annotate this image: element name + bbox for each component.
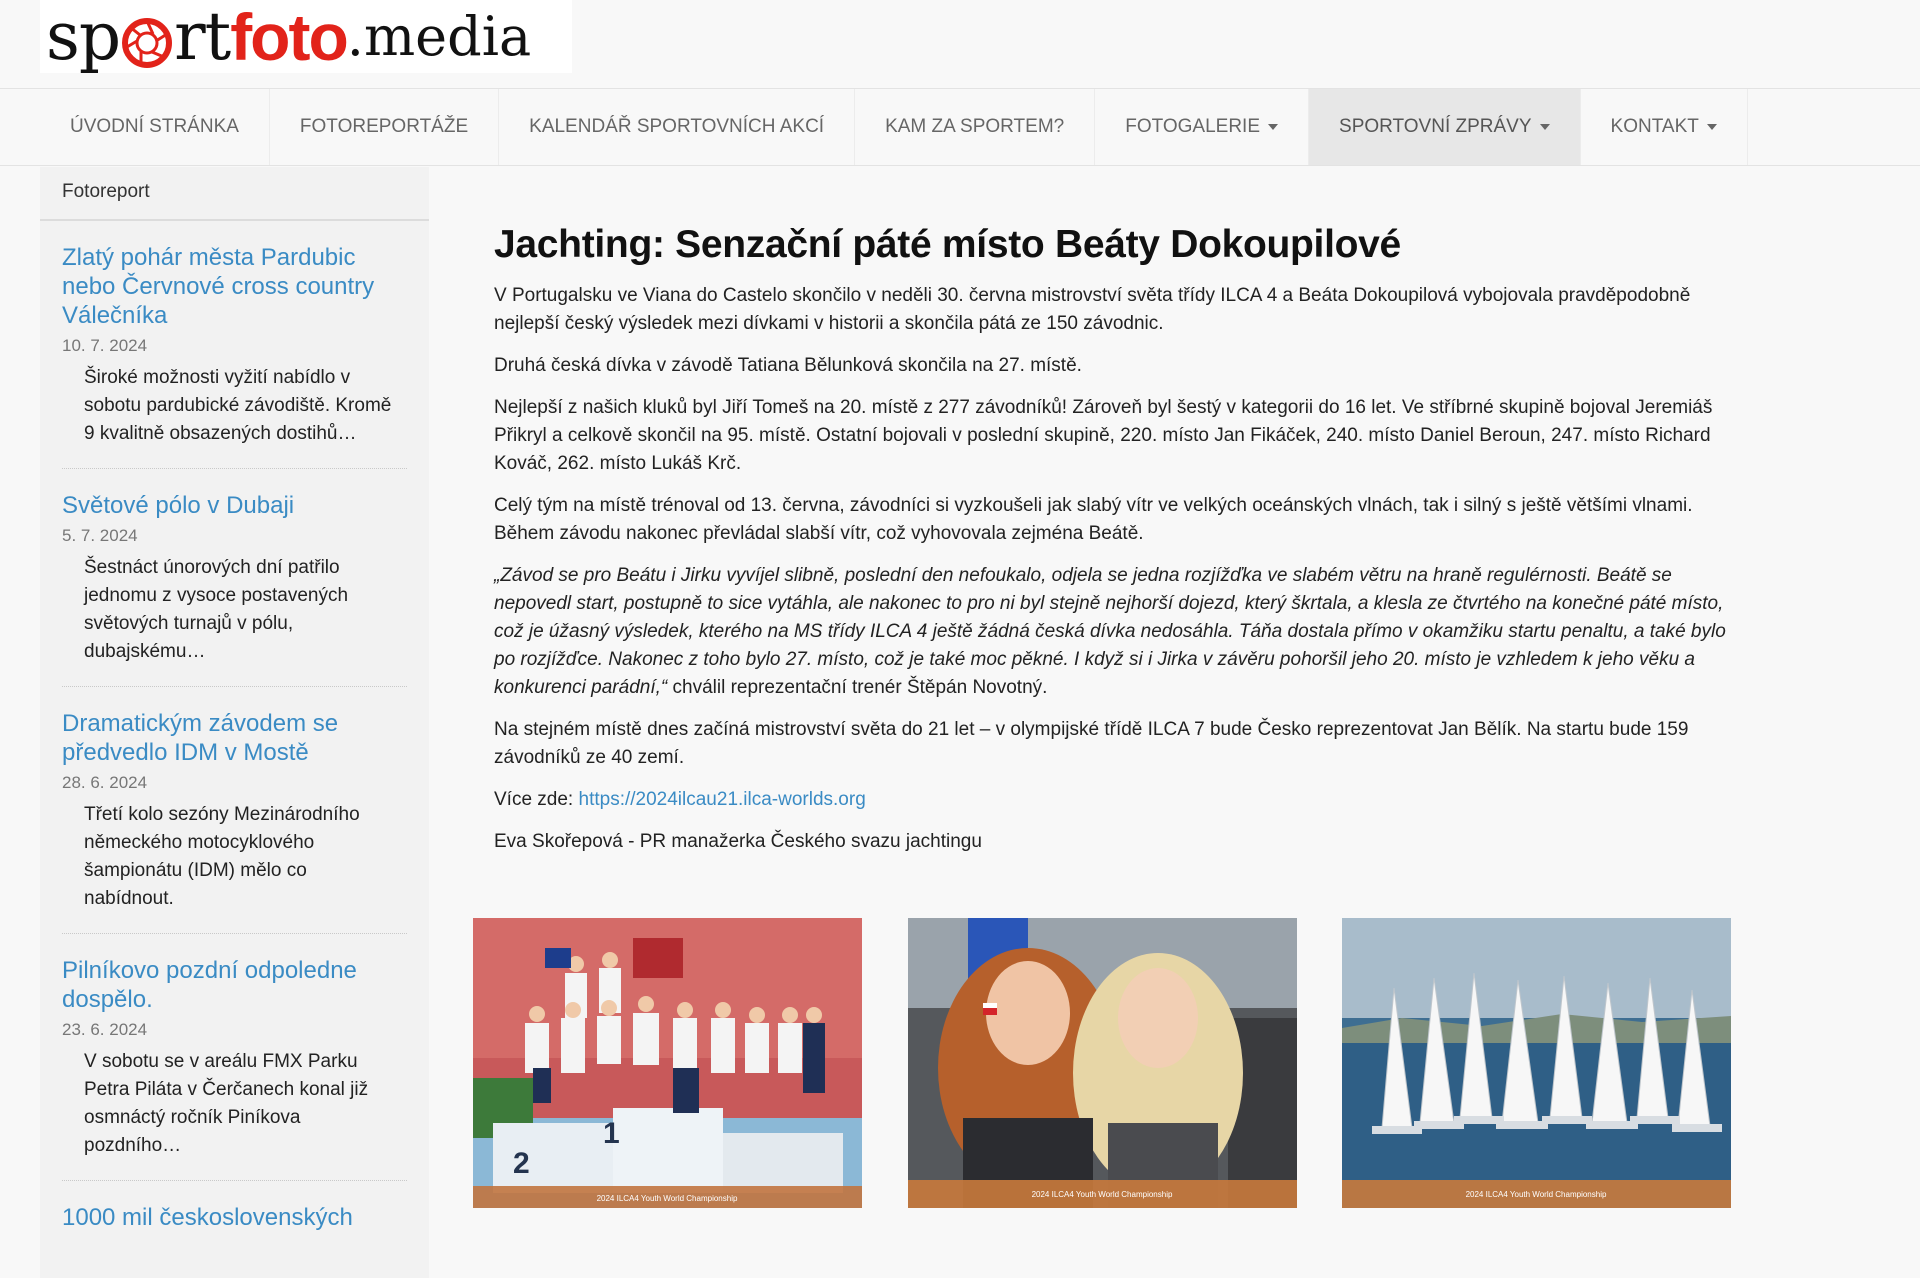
nav-item-label: FOTOGALERIE (1125, 116, 1261, 137)
sidebar-heading: Fotoreport (40, 167, 429, 221)
podium-number-2: 2 (513, 1147, 530, 1180)
caret-down-icon (1707, 124, 1717, 130)
nav-item-home[interactable] (40, 89, 270, 165)
news-title-link[interactable]: Zlatý pohár města Pardubic nebo Červnové cross country Válečníka (62, 244, 375, 329)
more-info-paragraph (494, 786, 1726, 814)
nav-item-where-to-sport[interactable] (855, 89, 1095, 165)
news-title-link[interactable]: Světové pólo v Dubaji (62, 492, 295, 519)
nav-item-label: KONTAKT (1610, 116, 1699, 137)
caret-down-icon (1540, 124, 1550, 130)
photo-caption: 2024 ILCA4 Youth World Championship (1465, 1190, 1607, 1199)
article (494, 222, 1726, 870)
logo-text-media: .media (346, 4, 532, 68)
nav-item-calendar[interactable] (499, 89, 855, 165)
news-excerpt: Šestnáct únorových dní patřilo jednomu z vysoce postavených světových turnajů v pólu, dubajskému… (84, 557, 349, 662)
news-title-link[interactable]: Dramatickým závodem se předvedlo IDM v Mostě (62, 710, 339, 766)
more-info-label: Více zde: (494, 789, 579, 810)
nav-item-label: KAM ZA SPORTEM? (885, 116, 1065, 137)
news-excerpt: Široké možnosti vyžití nabídlo v sobotu pardubické závodiště. Kromě 9 kvalitně obsazených dostihů… (84, 367, 392, 444)
nav-item-photogallery[interactable] (1095, 89, 1309, 165)
gallery-photo-podium[interactable] (473, 918, 862, 1208)
article-author: Eva Skořepová - PR manažerka Českého svazu jachtingu (494, 831, 982, 852)
podium-number-1: 1 (603, 1117, 620, 1150)
article-paragraph: Celý tým na místě trénoval od 13. června, závodníci si vyzkoušeli jak slabý vítr ve velkých oceánských vlnách, tak i silný s ještě většími vlnami. Během závodu nakonec převládal slabší vítr, což vyhovovala zejména Beátě. (494, 495, 1693, 544)
nav-item-photoreports[interactable] (270, 89, 499, 165)
nav-item-sports-news[interactable] (1309, 89, 1581, 165)
article-paragraph: V Portugalsku ve Viana do Castelo skončilo v neděli 30. června mistrovství světa třídy ILCA 4 a Beáta Dokoupilová vybojovala pravděpodobně nejlepší český výsledek mezi dívkami v historii a skončila pátá ze 150 závodnic. (494, 285, 1691, 334)
camera-lens-icon (121, 17, 173, 69)
article-title: Jachting: Senzační páté místo Beáty Dokoupilové (494, 223, 1401, 266)
sidebar-news-list (40, 221, 429, 1252)
news-excerpt: Třetí kolo sezóny Mezinárodního německého motocyklového šampionátu (IDM) mělo co nabídnout. (84, 804, 360, 909)
logo-text-sp: sp (46, 0, 121, 75)
news-date: 23. 6. 2024 (62, 1020, 148, 1039)
main-navbar (0, 88, 1920, 166)
site-header (0, 0, 1920, 88)
article-quote-attribution: chválil reprezentační trenér Štěpán Novotný. (667, 677, 1048, 698)
article-paragraph: Na stejném místě dnes začíná mistrovství světa do 21 let – v olympijské třídě ILCA 7 bude Česko reprezentovat Jan Bělík. Na startu bude 159 závodníků ze 40 zemí. (494, 719, 1689, 768)
photo-gallery (473, 918, 1731, 1208)
logo-text-rt: rt (174, 0, 231, 75)
main-nav (40, 89, 1748, 165)
photo-caption: 2024 ILCA4 Youth World Championship (1031, 1190, 1172, 1199)
nav-item-label: KALENDÁŘ SPORTOVNÍCH AKCÍ (529, 116, 825, 137)
news-excerpt: V sobotu se v areálu FMX Parku Petra Piláta v Čerčanech konal již osmnáctý ročník Piníkova pozdního… (84, 1051, 369, 1156)
nav-item-label: ÚVODNÍ STRÁNKA (70, 116, 239, 137)
list-item (62, 469, 407, 687)
caret-down-icon (1268, 124, 1278, 130)
news-date: 5. 7. 2024 (62, 526, 138, 545)
news-date: 28. 6. 2024 (62, 773, 148, 792)
gallery-photo-sailing[interactable] (1342, 918, 1731, 1208)
list-item (62, 221, 407, 469)
photo-caption: 2024 ILCA4 Youth World Championship (596, 1194, 738, 1203)
article-paragraph: Druhá česká dívka v závodě Tatiana Bělunková skončila na 27. místě. (494, 355, 1082, 376)
news-title-link[interactable]: Pilníkovo pozdní odpoledne dospělo. (62, 957, 357, 1013)
logo-text-foto: foto (230, 0, 347, 74)
list-item (62, 687, 407, 934)
nav-item-label: SPORTOVNÍ ZPRÁVY (1339, 116, 1532, 137)
article-quote-paragraph (494, 562, 1726, 702)
nav-item-label: FOTOREPORTÁŽE (299, 116, 469, 137)
gallery-photo-girls[interactable] (908, 918, 1297, 1208)
news-title-link[interactable]: 1000 mil československých (62, 1204, 353, 1231)
list-item (62, 1181, 407, 1252)
site-logo[interactable] (40, 0, 572, 73)
list-item (62, 934, 407, 1181)
more-info-link[interactable]: https://2024ilcau21.ilca-worlds.org (578, 789, 866, 810)
news-date: 10. 7. 2024 (62, 336, 148, 355)
article-quote: „Závod se pro Beátu i Jirku vyvíjel slibně, poslední den nefoukalo, odjela se jedna rozjížďka ve slabém větru na hraně regulérnosti. Beátě se nepovedl start, postupně to sice vytáhla, ale nakonec to pro ni byl stejně nejhorší dojezd, který škrtala, a klesla ze čtvrtého na konečné páté místo, což je úžasný výsledek, kterého na MS třídy ILCA 4 ještě žádná česká dívka nedosáhla. Táňa dostala přímo v okamžiku startu penaltu, a také bylo po rozjížďce. Nakonec z toho bylo 27. místo, což je také moc pěkné. I když si i Jirka v závěru pohoršil jeho 20. místo je vzhledem k jeho věku a konkurenci parádní,“ (494, 565, 1726, 698)
sidebar (40, 167, 429, 1278)
nav-item-contact[interactable] (1581, 89, 1748, 165)
article-paragraph: Nejlepší z našich kluků byl Jiří Tomeš na 20. místě z 277 závodníků! Zároveň byl šestý v kategorii do 16 let. Ve stříbrné skupině bojoval Jeremiáš Přikryl a celkově skončil na 95. místě. Ostatní bojovali v poslední skupině, 220. místo Jan Fikáček, 240. místo Daniel Beroun, 247. místo Richard Kováč, 262. místo Lukáš Krč. (494, 397, 1713, 474)
